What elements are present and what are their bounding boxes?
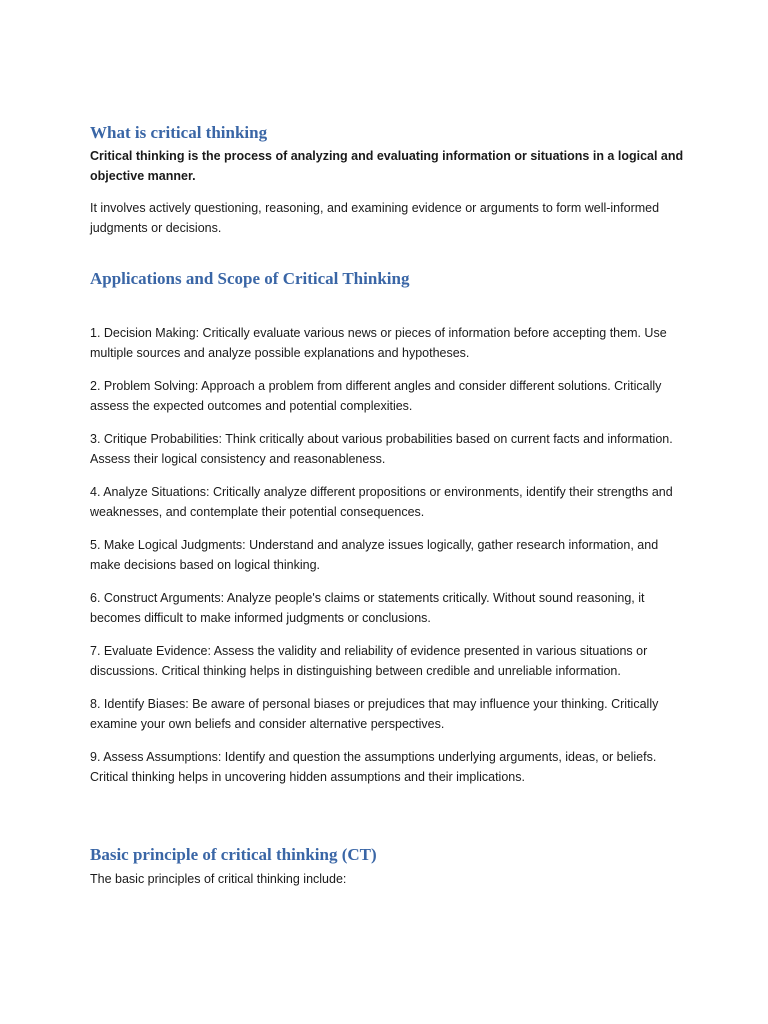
list-item: 4. Analyze Situations: Critically analyze different propositions or environments, identify their strengths and weaknesses, and contemplate their potential consequences.: [90, 485, 673, 519]
document-content: [90, 122, 690, 889]
list-item: 9. Assess Assumptions: Identify and question the assumptions underlying arguments, ideas, or beliefs. Critical thinking helps in uncovering hidden assumptions and their implications.: [90, 750, 657, 784]
section-heading-applications-and-scope: Applications and Scope of Critical Thinking: [90, 269, 410, 288]
list-item: 3. Critique Probabilities: Think critically about various probabilities based on current facts and information. Assess their logical consistency and reasonableness.: [90, 432, 673, 466]
list-item: 5. Make Logical Judgments: Understand and analyze issues logically, gather research information, and make decisions based on logical thinking.: [90, 538, 659, 572]
section-heading-basic-principle: Basic principle of critical thinking (CT): [90, 845, 377, 864]
principles-intro-paragraph: The basic principles of critical thinking include:: [90, 872, 347, 886]
applications-list: [90, 323, 690, 787]
list-item: 8. Identify Biases: Be aware of personal biases or prejudices that may influence your thinking. Critically examine your own beliefs and consider alternative perspectives.: [90, 697, 659, 731]
list-item: 6. Construct Arguments: Analyze people's claims or statements critically. Without sound reasoning, it becomes difficult to make informed judgments or conclusions.: [90, 591, 645, 625]
list-item: 2. Problem Solving: Approach a problem from different angles and consider different solutions. Critically assess the expected outcomes and potential complexities.: [90, 379, 662, 413]
list-item: 1. Decision Making: Critically evaluate various news or pieces of information before accepting them. Use multiple sources and analyze possible explanations and hypotheses.: [90, 326, 667, 360]
definition-paragraph: Critical thinking is the process of analyzing and evaluating information or situations in a logical and objective manner.: [90, 149, 684, 183]
list-item: 7. Evaluate Evidence: Assess the validity and reliability of evidence presented in various situations or discussions. Critical thinking helps in distinguishing between credible and unreliable information.: [90, 644, 648, 678]
section-heading-what-is-critical-thinking: What is critical thinking: [90, 123, 268, 142]
explanation-paragraph: It involves actively questioning, reasoning, and examining evidence or arguments to form well-informed judgments or decisions.: [90, 201, 660, 235]
